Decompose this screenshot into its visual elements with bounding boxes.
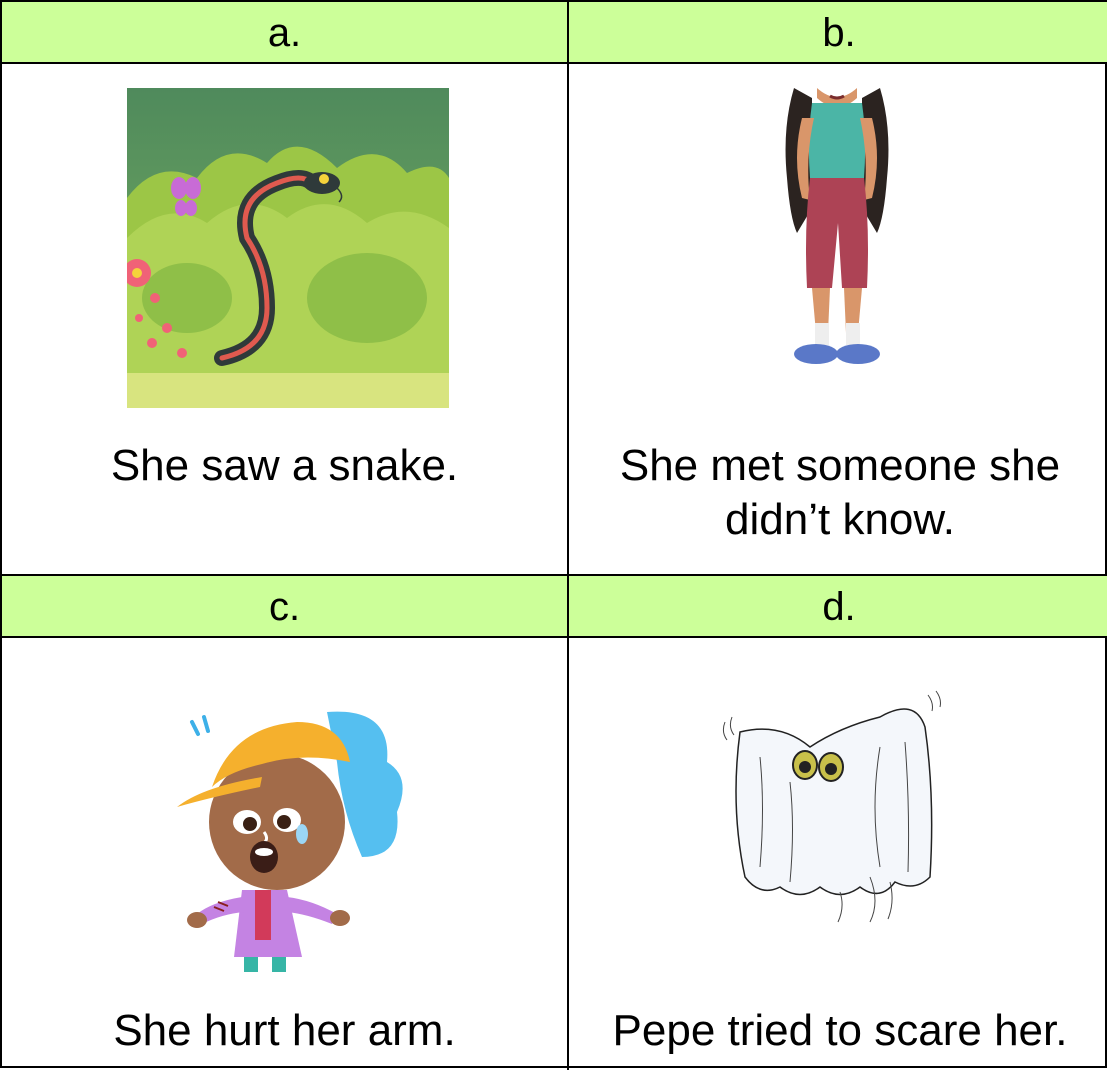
card-a-letter: a. — [267, 11, 302, 55]
card-d-header — [569, 576, 1107, 638]
ghost-illustration — [720, 687, 950, 927]
card-d-caption: Pepe tried to scare her. — [612, 1006, 1068, 1055]
card-c-header — [2, 576, 567, 638]
snake-illustration — [127, 88, 449, 408]
girl-illustration — [172, 692, 422, 972]
card-d-letter: d. — [822, 585, 856, 629]
card-c-caption: She hurt her arm. — [113, 1006, 456, 1055]
card-c-letter: c. — [268, 585, 301, 629]
card-b-letter: b. — [822, 11, 856, 55]
row-divider — [2, 574, 1107, 576]
column-divider — [567, 2, 569, 1070]
card-a-header — [2, 2, 567, 64]
card-a-caption: She saw a snake. — [110, 441, 459, 490]
card-b-header — [569, 2, 1107, 64]
woman-illustration — [772, 88, 902, 372]
card-b-caption: She met someone she didn’t know. — [619, 441, 1061, 544]
